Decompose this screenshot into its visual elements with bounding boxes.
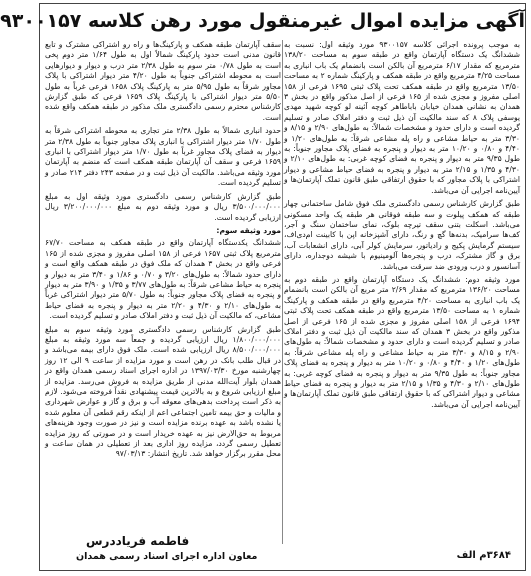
right-column: [284, 40, 520, 544]
ad-code: ۳۶۸۴م الف: [456, 550, 511, 561]
auction-notice: [0, 3, 526, 571]
left-paragraph-2: حدود انباری شمالاً به طول ۲/۳۸ متر تجاری به محوطه اشتراکی شرقاً به طول ۱/۷۰ متر دیوار اشتراکی با انباری پلاک مجاور جنوباً به طول ۲/۳۸ متر دیوار به فضای پلاک مجاور غرباً به طول ۱/۷۰ متر دیوار اشتراکی با انباری ۱۶۵۹ فرعی و سقف آن آپارتمان طبقه همکف است که منضم به آپارتمان مورد وثیقه می‌باشد. مالکیت آن ذیل ثبت و در صفحه ۲۴۳ دفتر ۲۱۴ صادر و تسلیم گردیده است.: [45, 126, 281, 188]
column-divider: [282, 40, 283, 544]
signer-title: معاون اداره اجرای اسناد رسمی همدان: [76, 551, 258, 562]
signer-name: فاطمه فریاددرس: [86, 534, 190, 548]
notice-footer: [46, 534, 519, 568]
right-paragraph-2: طبق گزارش کارشناس رسمی دادگستری ملک فوق شامل ساختمانی چهار طبقه که همکف پیلوت و سه طبقه فوقانی هر طبقه یک واحد مسکونی می‌باشد. اسکلت بتنی سقف تیرچه بلوک، نمای ساختمان سنگ و آجر، کف‌ها سرامیک، بدنه‌ها گچ و رنگ، دارای آشپزخانه اپن با کابینت ام‌دی‌اف، سیستم گرمایش پکیج و رادیاتور، سرمایش کولر آبی، دارای انشعابات آب، برق و گاز مشترک، درب و پنجره‌ها آلومینیوم با شیشه دوجداره، دارای آسانسور و درب ورودی ضد سرقت می‌باشد.: [284, 199, 520, 271]
left-paragraph-5: طبق گزارش کارشناس رسمی دادگستری مورد وثیقه سوم به مبلغ ۱/۸۰۰/۰۰۰/۰۰۰ ریال ارزیابی گردیده و جمعاً سه مورد وثیقه به مبلغ ۸/۵۰۰/۰۰۰/۰۰۰ ریال ارزیابی شده است. ملک فوق دارای بیمه می‌باشد و در قبال طلب بانک در رهن است و مورد مزایده از ساعت ۹ الی ۱۲ روز چهارشنبه مورخ ۱۳۹۷/۰۳/۳۰ در اداره اجرای اسناد رسمی همدان واقع در همدان بلوار آیت‌الله مدنی از طریق مزایده به فروش می‌رسد. مزایده از مبلغ ارزیابی شروع و به بالاترین قیمت پیشنهادی نقداً فروخته می‌شود. لازم به ذکر است پرداخت بدهی‌های معوقه آب و برق و گاز و عوارض شهرداری و مالیات و حق بیمه تامین اجتماعی اعم از اینکه رقم قطعی آن معلوم شده یا نشده باشد به عهده برنده مزایده است و نیز در صورت وجود هزینه‌های مربوط به حق‌الارض نیز به عهده خریدار است و در صورتی که روز مزایده تعطیل رسمی گردد، مزایده روز اداری بعد از تعطیلی در همان ساعت و محل مقرر برگزار خواهد شد. تاریخ انتشار: ۹۷/۰۳/۱۳: [45, 324, 281, 459]
left-paragraph-3: طبق گزارش کارشناس رسمی دادگستری مورد وثیقه اول به مبلغ ۳/۵۰۰/۰۰۰/۰۰۰ ریال و مورد وثیقه دوم به مبلغ ۳/۲۰۰/۰۰۰/۰۰۰ ریال ارزیابی گردیده است.: [45, 191, 281, 222]
section-heading: مورد وثیقه سوم:: [216, 225, 281, 235]
notice-title: آگهی مزایده اموال غیرمنقول مورد رهن کلاسه ۹۳۰۰۱۵۷: [0, 10, 525, 32]
left-column: [45, 40, 281, 544]
left-paragraph-1: سقف آپارتمان طبقه همکف و پارکینگ‌ها و راه رو اشتراکی مشترک و تابع قانون مدنی است حدود پارکینگ شمالاً اول به طول ۱/۶۴ متر دوم پخی است به طول ۰/۷۸ متر سوم به طول ۲/۳۸ متر درب و دیوار و دیوارهایی است به محوطه اشتراکی جنوباً به طول ۴/۲۰ متر دیوار اشتراکی با پلاک مجاور شرقاً به طول ۵/۹۵ متر به پارکینگ پلاک ۱۶۵۸ فرعی غرباً به طول ۵/۵۰ متر دیوار اشتراکی با پارکینگ پلاک ۱۶۵۹ فرعی که طبق گزارش کارشناس محترم رسمی دادگستری ملک مذکور در طبقه همکف واقع شده است.: [45, 40, 281, 122]
left-paragraph-4: ششدانگ یکدستگاه آپارتمان واقع در طبقه همکف به مساحت ۶۷/۷۰ مترمربع پلاک ثبتی ۱۶۵۷ فرعی از ۱۵۸ اصلی مفروز و مجزی شده از ۱۶۵ فرعی واقع در بخش ۳ همدان که ملک فوق در طبقه همکف واقع است و دارای حدود شمالاً: به طول‌های ۳/۲۰ و ۰/۷۰ و ۱/۸۶ و ۳/۴۰ متر به دیوار و پنجره به حیاط مشاعی شرقاً: به طول‌های ۳/۷۷ و ۱/۳۵ و ۳/۹۰ متر به دیوار و پنجره به فضای پلاک مجاور جنوباً: به طول ۵/۷۰ متر دیوار اشتراکی غرباً به طول‌های ۲/۱۰ و ۴/۳۰ و ۲/۲۰ متر به دیوار و پنجره به فضای حیاط مشاعی، که مالکیت آن ذیل ثبت و دفتر املاک صادر و تسلیم گردیده است.: [45, 238, 281, 321]
right-paragraph-3: مورد وثیقه دوم: ششدانگ یک دستگاه آپارتمان واقع در طبقه دوم به مساحت ۱۳۶/۲۰ مترمربع که مقدار ۲/۶۹ متر مربع آن بالکن است بانضمام یک باب انباری به مساحت ۴/۲۰ مترمربع واقع در طبقه همکف و پارکینگ شماره ۱ به مساحت ۱۳/۵۰ مترمربع واقع در طبقه همکف تحت پلاک ثبتی ۱۶۹۴ فرعی از ۱۵۸ اصلی مفروز و مجزی شده از ۱۶۵ فرعی از اصل مذکور واقع در بخش ۳ همدان که سند مالکیت آن ذیل ثبت و دفتر املاک صادر و تسلیم گردیده است و دارای حدود و مشخصات شمالاً: به طول‌های ۲/۹۰ و ۸/۱۵ و ۳/۳۰ متر به حیاط مشاعی و راه پله مشاعی شرقاً: به طول‌های ۱/۲۰ و ۴/۴۰ و ۰/۸۰ و ۱۰/۲۰ متر به دیوار و پنجره به فضای پلاک مجاور جنوباً: به طول ۹/۳۵ متر به دیوار و پنجره به فضای کوچه غربی: به طول‌های ۲/۱۰ و ۴/۳۰ و ۱/۳۵ و ۲/۱۵ متر به دیوار و پنجره به فضای حیاط مشاعی و دیوار اشتراکی که با حقوق ارتفاقی طبق قانون تملک آپارتمان‌ها و آیین‌نامه اجرایی آن می‌باشد.: [284, 274, 521, 409]
right-paragraph-1: به موجب پرونده اجرائی کلاسه ۹۳۰۰۱۵۷ مورد وثیقه اول: نسبت به ششدانگ یک دستگاه آپارتمان واقع در طبقه سوم به مساحت ۱۳۸/۲۰ مترمربع که مقدار ۶/۱۷ مترمربع آن بالکن است بانضمام یک باب انباری به مساحت ۴/۲۵ مترمربع واقع در طبقه همکف و پارکینگ شماره ۲ به مساحت ۱۳/۵۰ مترمربع واقع در طبقه همکف تحت پلاک ثبتی ۱۶۹۵ فرعی از ۱۵۸ اصلی مفروز و مجزی شده از ۱۶۵ فرعی از اصل مذکور واقع در بخش ۳ همدان به نشانی همدان خیابان باباطاهر کوچه آئینه لو کوچه شهید مهدی یوسفی پلاک ۸ که سند مالکیت آن ذیل ثبت و دفتر املاک صادر و تسلیم گردیده است و دارای حدود و مشخصات شمالاً: به طول‌های ۲/۹۰ و ۸/۱۵ و ۳/۳۰ متر به حیاط مشاعی و راه پله مشاعی شرقاً: به طول‌های ۱/۲۰ و ۴/۴۰ و ۰/۸۰ و ۱۰/۲۰ متر به دیوار و پنجره به فضای پلاک مجاور جنوباً: به طول ۹/۳۵ متر به دیوار و پنجره به فضای کوچه غربی: به طول‌های ۲/۱۰ و ۴/۳۰ و ۱/۳۵ و ۲/۱۵ متر به دیوار و پنجره به فضای حیاط مشاعی و دیوار اشتراکی با پلاک مجاور که با حقوق ارتفاقی طبق قانون تملک آپارتمان‌ها و آیین‌نامه اجرایی آن می‌باشد.: [284, 40, 521, 195]
